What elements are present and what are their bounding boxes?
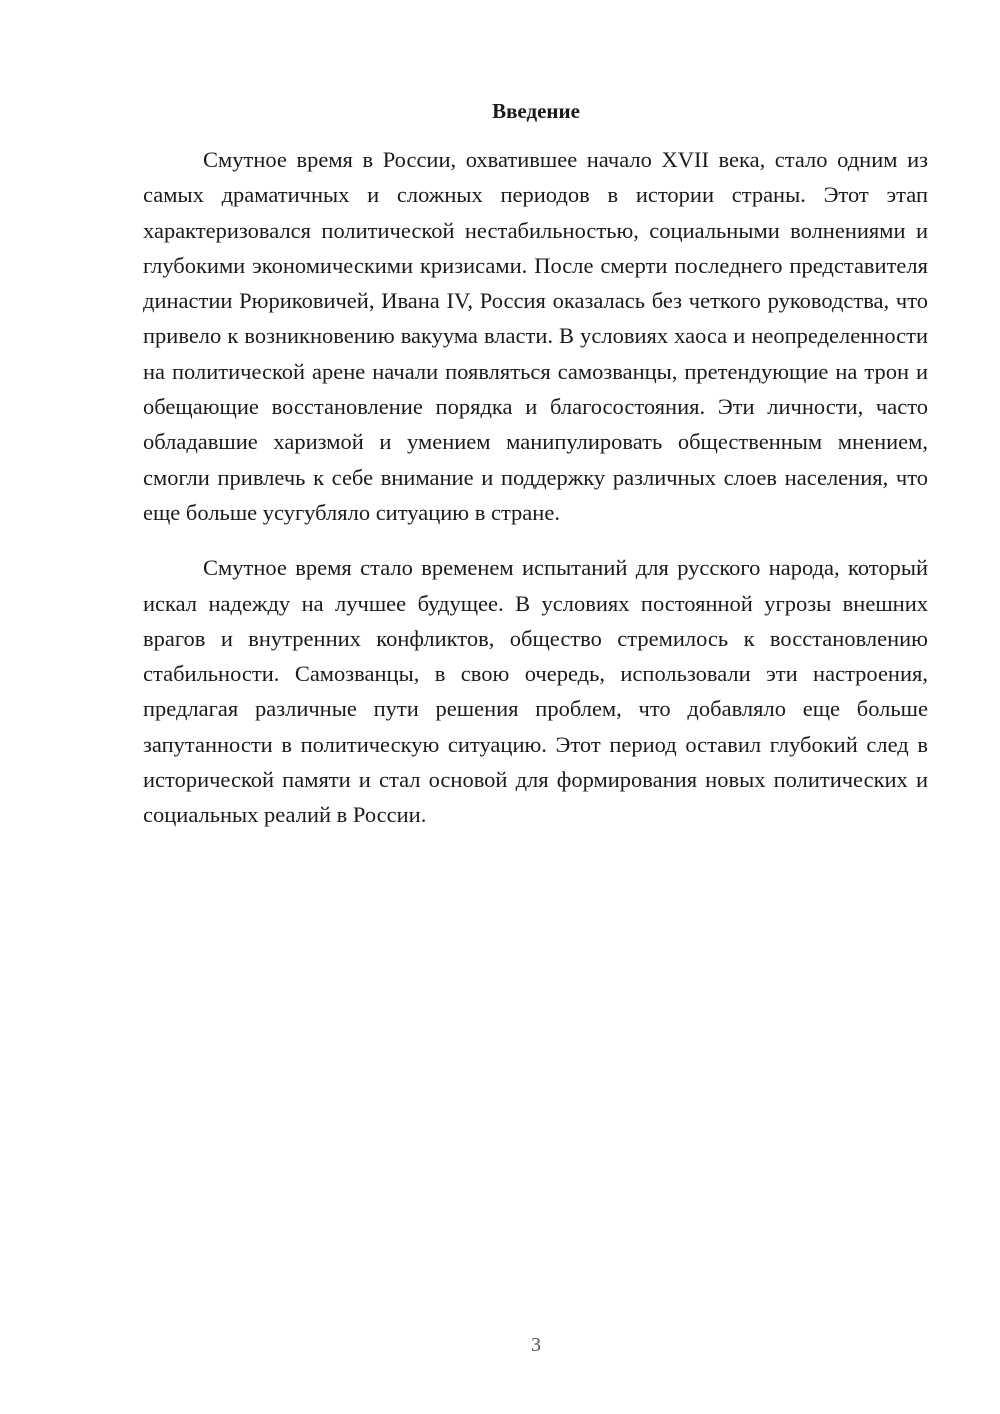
paragraph-1: Смутное время в России, охватившее начало XVII века, стало одним из самых драматичных и сложных периодов в истории страны. Этот этап характеризовался политической нестабильностью, социальными волнениями и глубокими экономическими кризисами. После смерти последнего представителя династии Рюриковичей, Ивана IV, Россия оказалась без четкого руководства, что привело к возникновению вакуума власти. В условиях хаоса и неопределенности на политической арене начали появляться самозванцы, претендующие на трон и обещающие восстановление порядка и благосостояния. Эти личности, часто обладавшие харизмой и умением манипулировать общественным мнением, смогли привлечь к себе внимание и поддержку различных слоев населения, что еще больше усугубляло ситуацию в стране. bbox=[143, 147, 928, 525]
section-heading: Введение bbox=[492, 99, 580, 123]
paragraph-2: Смутное время стало временем испытаний для русского народа, который искал надежду на лучшее будущее. В условиях постоянной угрозы внешних врагов и внутренних конфликтов, общество стремилось к восстановлению стабильности. Самозванцы, в свою очередь, использовали эти настроения, предлагая различные пути решения проблем, что добавляло еще больше запутанности в политическую ситуацию. Этот период оставил глубокий след в исторической памяти и стал основой для формирования новых политических и социальных реалий в России. bbox=[143, 555, 928, 828]
page-number: 3 bbox=[531, 1334, 541, 1356]
body-text bbox=[143, 142, 928, 833]
